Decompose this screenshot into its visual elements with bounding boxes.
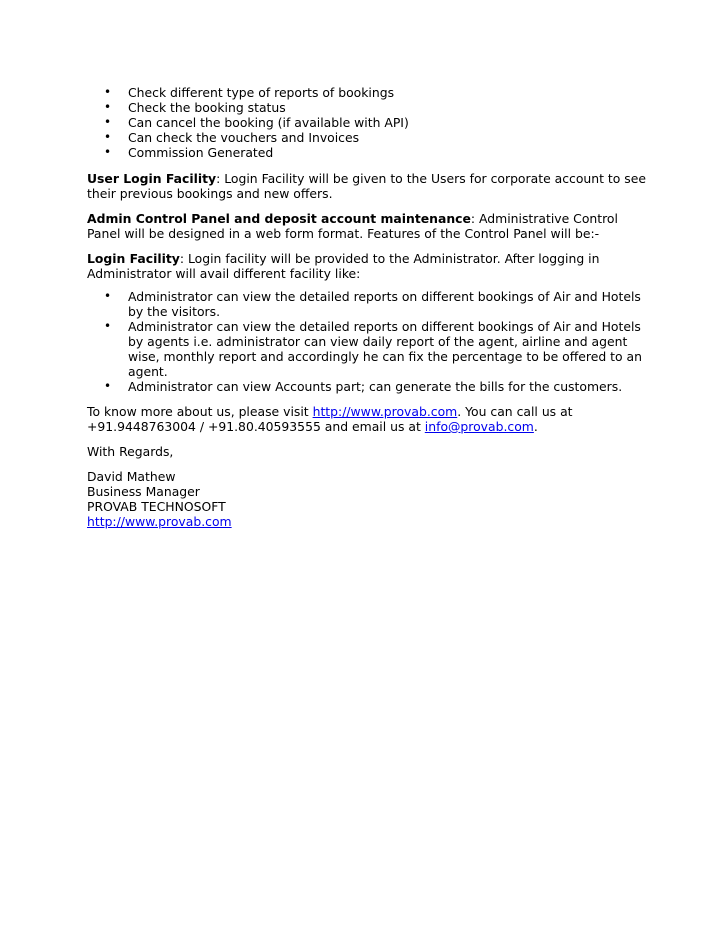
list-item-text: Can cancel the booking (if available with API) — [128, 115, 409, 130]
bullet-icon: • — [104, 85, 112, 99]
list-item — [87, 379, 647, 394]
contact-text-3: . — [533, 419, 538, 434]
user-login-paragraph — [87, 171, 647, 201]
list-item-text: Check the booking status — [128, 100, 286, 115]
list-item — [87, 289, 647, 319]
signature-block — [87, 469, 647, 529]
list-item — [87, 115, 647, 130]
list-item-text: Commission Generated — [128, 145, 274, 160]
list-item-text: Administrator can view the detailed reports on different bookings of Air and Hotels by the visitors. — [128, 289, 641, 319]
list-item-text: Can check the vouchers and Invoices — [128, 130, 360, 145]
bullet-icon: • — [104, 145, 112, 159]
user-login-heading: User Login Facility — [87, 171, 217, 186]
list-item-text: Administrator can view the detailed reports on different bookings of Air and Hotels by agents i.e. administrator can view daily report of the agent, airline and agent wise, monthly report and accordingly he can fix the percentage to be offered to an agent. — [128, 319, 642, 379]
list-item — [87, 130, 647, 145]
login-facility-heading: Login Facility — [87, 251, 180, 266]
list-item — [87, 100, 647, 115]
list-item — [87, 319, 647, 379]
features-list — [87, 85, 647, 160]
signature-name: David Mathew — [87, 469, 176, 484]
admin-panel-paragraph — [87, 211, 647, 241]
contact-text-2: . You can call us at +91.9448763004 / +91.80.40593555 and email us at — [87, 404, 573, 434]
user-login-text: : Login Facility will be given to the Users for corporate account to see their previous bookings and new offers. — [87, 171, 647, 201]
list-item-text: Check different type of reports of bookings — [128, 85, 395, 100]
bullet-icon: • — [104, 100, 112, 114]
email-link[interactable]: info@provab.com — [424, 419, 534, 434]
list-item-text: Administrator can view Accounts part; can generate the bills for the customers. — [128, 379, 623, 394]
bullet-icon: • — [104, 289, 112, 303]
admin-features-list — [87, 289, 647, 394]
login-facility-text: : Login facility will be provided to the Administrator. After logging in Administrator will avail different facility like: — [87, 251, 600, 281]
contact-paragraph — [87, 404, 647, 434]
signature-title: Business Manager — [87, 484, 200, 499]
document-page — [87, 85, 647, 529]
bullet-icon: • — [104, 319, 112, 333]
regards-line: With Regards, — [87, 444, 174, 459]
login-facility-paragraph — [87, 251, 647, 281]
list-item — [87, 85, 647, 100]
signature-website-link[interactable]: http://www.provab.com — [87, 514, 232, 529]
contact-text-1: To know more about us, please visit — [87, 404, 313, 419]
admin-panel-heading: Admin Control Panel and deposit account maintenance — [87, 211, 471, 226]
bullet-icon: • — [104, 379, 112, 393]
admin-panel-text: : Administrative Control Panel will be designed in a web form format. Features of the Control Panel will be:- — [87, 211, 618, 241]
website-link[interactable]: http://www.provab.com — [312, 404, 458, 419]
list-item — [87, 145, 647, 160]
bullet-icon: • — [104, 130, 112, 144]
bullet-icon: • — [104, 115, 112, 129]
signature-company: PROVAB TECHNOSOFT — [87, 499, 226, 514]
